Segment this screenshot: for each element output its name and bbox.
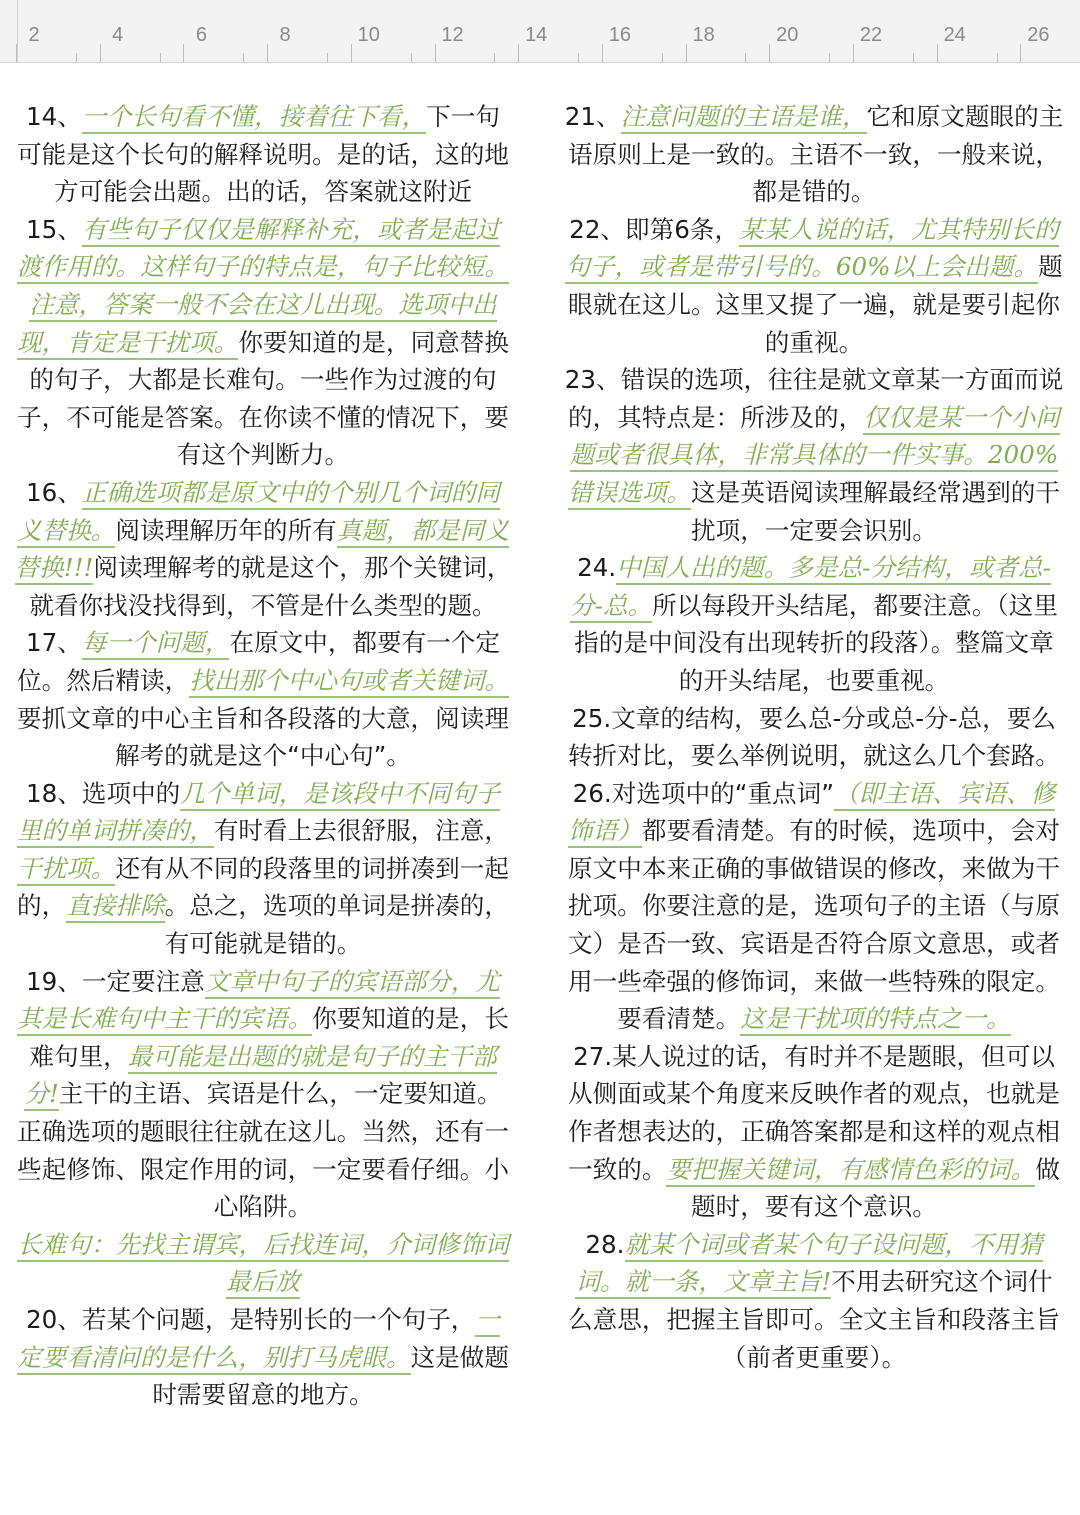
note-paragraph xyxy=(14,775,512,963)
ruler-tick xyxy=(76,53,77,62)
ruler-number: 2 xyxy=(28,24,40,46)
printed-text: 这是做题时需要留意的地方。 xyxy=(152,1342,509,1410)
handwritten-note: 一定要看清问的是什么，别打马虎眼。 xyxy=(17,1305,500,1375)
ruler-tick xyxy=(578,53,579,62)
printed-text: 21、 xyxy=(564,102,621,131)
right-column xyxy=(564,98,1064,1376)
printed-text: 14、 xyxy=(25,102,82,131)
printed-text: 它和原文题眼的主语原则上是一致的。主语不一致，一般来说，都是错的。 xyxy=(568,102,1064,207)
handwritten-note: 几个单词，是该段中不同句子里的单词拼凑的， xyxy=(17,779,500,849)
handwritten-note: 最可能是出题的就是句子的主干部分! xyxy=(24,1042,496,1112)
handwritten-note: 要把握关键词，有感情色彩的词。 xyxy=(666,1155,1035,1187)
ruler-number: 4 xyxy=(112,24,124,46)
handwritten-note: 一个长句看不懂，接着往下看， xyxy=(82,102,426,134)
note-paragraph xyxy=(564,549,1064,699)
note-paragraph xyxy=(14,624,512,774)
ruler-tick xyxy=(686,44,687,62)
ruler-tick xyxy=(853,44,854,62)
ruler-tick xyxy=(243,53,244,62)
printed-text: 16、 xyxy=(26,477,82,507)
printed-text: 阅读理解历年的所有 xyxy=(115,515,337,545)
handwritten-note: 干扰项。 xyxy=(17,854,115,886)
note-paragraph xyxy=(564,361,1064,549)
ruler-number: 26 xyxy=(1027,24,1050,46)
printed-text: 23、错误的选项，往往是就文章某一方面而说的，其特点是：所涉及的， xyxy=(564,365,1064,432)
printed-text: 25.文章的结构，要么总-分或总-分-总，要么转折对比，要么举例说明，就这么几个套路。 xyxy=(568,703,1060,771)
note-paragraph xyxy=(14,1301,512,1414)
ruler-tick xyxy=(829,53,830,62)
note-paragraph xyxy=(14,474,512,624)
ruler-tick xyxy=(411,53,412,62)
handwritten-note: 注意问题的主语是谁， xyxy=(621,102,867,134)
ruler-tick xyxy=(997,53,998,62)
note-paragraph xyxy=(564,1226,1064,1376)
printed-text: 22、即第6条， xyxy=(569,214,740,244)
printed-text: 在原文中，都要有一个定位。然后精读， xyxy=(17,628,500,695)
handwritten-note: 正确选项都是原文中的个别几个词的同义替换。 xyxy=(17,478,500,548)
ruler-tick xyxy=(602,44,603,62)
ruler-number: 6 xyxy=(195,24,207,46)
printed-text: 有时看上去很舒服，注意， xyxy=(213,816,509,846)
handwritten-note: 真题，都是同义替换!!! xyxy=(15,516,509,586)
printed-text: 。总之，选项的单词是拼凑的，有可能就是错的。 xyxy=(164,891,509,959)
printed-text: 15、 xyxy=(26,214,82,244)
note-paragraph xyxy=(564,1038,1064,1226)
ruler-tick xyxy=(913,53,914,62)
handwritten-note: 某某人说的话，尤其特别长的句子，或者是带引号的。60%以上会出题。 xyxy=(565,215,1059,285)
note-paragraph xyxy=(564,211,1064,361)
ruler-number: 24 xyxy=(943,24,966,46)
note-paragraph xyxy=(564,98,1064,211)
ruler-number: 8 xyxy=(279,24,291,46)
printed-text: 主干的主语、宾语是什么，一定要知道。正确选项的题眼往往就在这儿。当然，还有一些起修饰、限定作用的词，一定要看仔细。小心陷阱。 xyxy=(17,1079,509,1222)
ruler-tick xyxy=(327,53,328,62)
handwritten-note: 这是干扰项的特点之一。 xyxy=(740,1004,1011,1036)
printed-text: 27.某人说过的话，有时并不是题眼，但可以从侧面或某个角度来反映作者的观点，也就是作者想表达的，正确答案都是和这样的观点相一致的。 xyxy=(568,1041,1060,1184)
note-paragraph xyxy=(14,963,512,1226)
ruler-tick xyxy=(769,44,770,62)
handwritten-note: 有些句子仅仅是解释补充，或者是起过渡作用的。这样句子的特点是，句子比较短。注意，答案一般不会在这儿出现。选项中出现，肯定是干扰项。 xyxy=(17,215,509,360)
handwritten-note: 长难句：先找主谓宾，后找连词，介词修饰词最后放 xyxy=(17,1230,509,1300)
printed-text: 你要知道的是，同意替换的句子，大都是长难句。一些作为过渡的句子，不可能是答案。在你读不懂的情况下，要有这个判断力。 xyxy=(17,327,509,470)
left-column xyxy=(14,98,512,1414)
printed-text: 24. xyxy=(577,553,617,583)
printed-text: 所以每段开头结尾，都要注意。（这里指的是中间没有出现转折的段落）。整篇文章的开头结尾，也要重视。 xyxy=(574,590,1058,695)
printed-text: 都要看清楚。有的时候，选项中，会对原文中本来正确的事做错误的修改，来做为干扰项。你要注意的是，选项句子的主语（与原文）是否一致、宾语是否符合原文意思，或者用一些牵强的修饰词，来做一些特殊的限定。要看清楚。 xyxy=(568,816,1060,1034)
printed-text: 阅读理解考的就是这个，那个关键词，就看你找没找得到，不管是什么类型的题。 xyxy=(29,553,512,620)
note-paragraph xyxy=(564,775,1064,1038)
ruler xyxy=(0,0,1080,63)
ruler-tick xyxy=(435,44,436,62)
printed-text: 28. xyxy=(585,1229,625,1259)
ruler-tick xyxy=(16,44,17,62)
ruler-tick xyxy=(351,44,352,62)
ruler-tick xyxy=(160,53,161,62)
printed-text: 题眼就在这儿。这里又提了一遍，就是要引起你的重视。 xyxy=(568,252,1063,357)
ruler-tick xyxy=(267,44,268,62)
ruler-number: 22 xyxy=(859,24,883,46)
handwritten-note: 直接排除 xyxy=(66,891,164,923)
printed-text: 18、选项中的 xyxy=(26,778,181,808)
ruler-number: 14 xyxy=(525,24,548,46)
printed-text: 19、一定要注意 xyxy=(26,966,205,996)
printed-text: 你要知道的是，长难句里， xyxy=(29,1004,509,1071)
ruler-margin-line xyxy=(17,0,18,62)
printed-text: 下一句可能是这个长句的解释说明。是的话，这的地方可能会出题。出的话，答案就这附近 xyxy=(17,102,509,207)
handwritten-note: 仅仅是某一个小问题或者很具体，非常具体的一件实事。200%错误选项。 xyxy=(568,403,1060,510)
ruler-tick xyxy=(494,53,495,62)
ruler-tick xyxy=(518,44,519,62)
note-paragraph xyxy=(14,1226,512,1301)
printed-text: 20、若某个问题，是特别长的一个句子， xyxy=(26,1305,476,1334)
ruler-tick xyxy=(183,44,184,62)
printed-text: 17、 xyxy=(25,628,82,658)
printed-text: 26.对选项中的“重点词” xyxy=(572,778,834,808)
ruler-number: 10 xyxy=(357,24,380,46)
printed-text: 还有从不同的段落里的词拼凑到一起的， xyxy=(17,853,509,921)
ruler-tick xyxy=(662,53,663,62)
printed-text: 要抓文章的中心主旨和各段落的大意，阅读理解考的就是这个“中心句”。 xyxy=(17,703,509,771)
ruler-number: 20 xyxy=(776,24,799,46)
ruler-tick xyxy=(745,53,746,62)
handwritten-note: 中国人出的题。多是总-分结构，或者总-分-总。 xyxy=(570,553,1051,623)
ruler-number: 18 xyxy=(692,24,715,46)
ruler-tick xyxy=(1020,44,1021,62)
ruler-tick xyxy=(100,44,101,62)
handwritten-note: 就某个词或者某个句子设问题，不用猜词。就一条，文章主旨! xyxy=(575,1230,1042,1300)
ruler-tick xyxy=(937,44,938,62)
printed-text: 做题时，要有这个意识。 xyxy=(691,1154,1060,1222)
handwritten-note: 文章中句子的宾语部分，尤其是长难句中主干的宾语。 xyxy=(17,967,500,1037)
note-paragraph xyxy=(14,211,512,474)
handwritten-note: （即主语、宾语、修饰语） xyxy=(568,779,1055,849)
printed-text: 不用去研究这个词什么意思，把握主旨即可。全文主旨和段落主旨（前者更重要）。 xyxy=(568,1267,1060,1372)
handwritten-note: 每一个问题， xyxy=(82,628,230,660)
note-paragraph xyxy=(14,98,512,211)
handwritten-note: 找出那个中心句或者关键词。 xyxy=(189,666,509,698)
printed-text: 这是英语阅读理解最经常遇到的干扰项，一定要会识别。 xyxy=(691,477,1060,545)
ruler-number: 16 xyxy=(608,24,632,46)
ruler-number: 12 xyxy=(441,24,464,46)
note-paragraph xyxy=(564,700,1064,775)
